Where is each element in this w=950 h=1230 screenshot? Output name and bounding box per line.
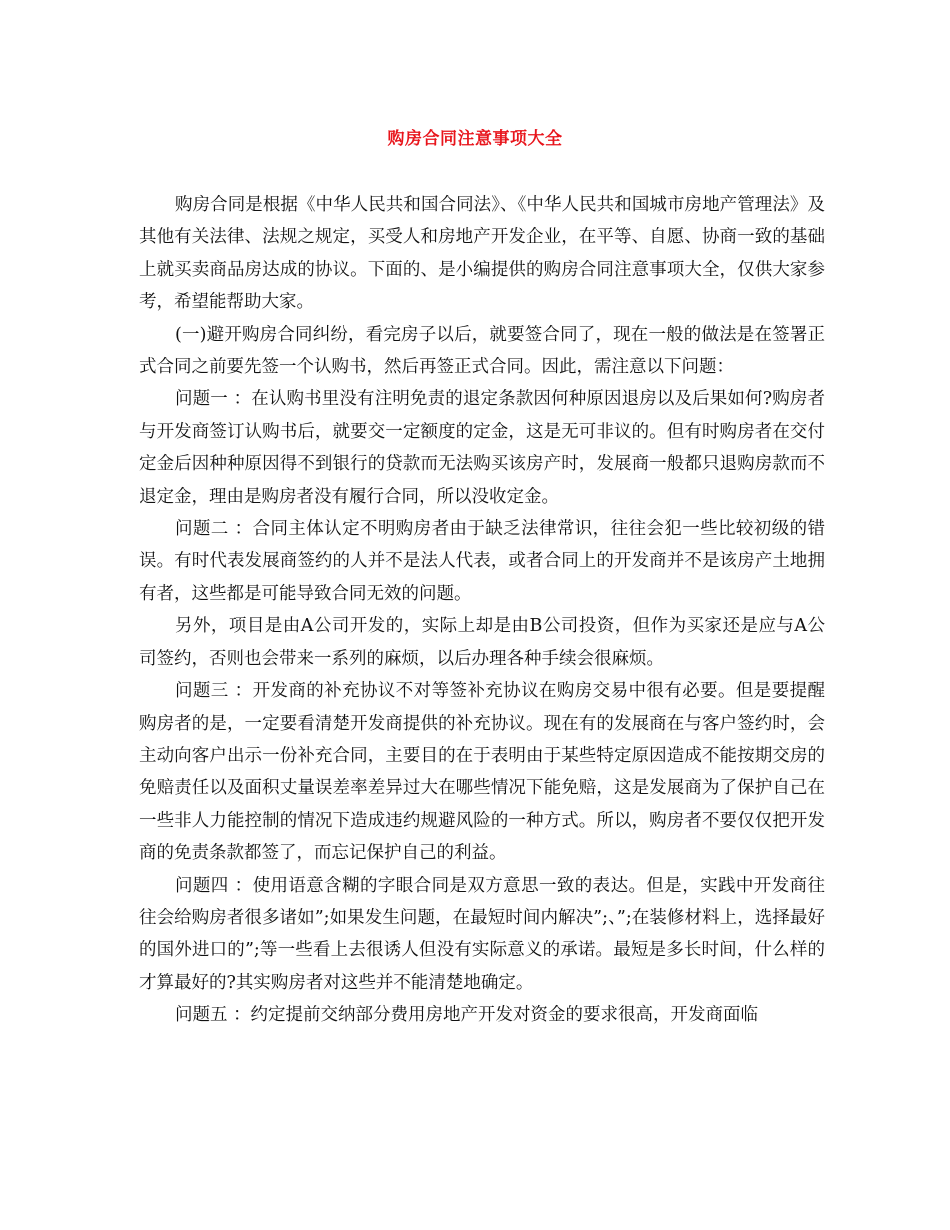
document-body xyxy=(139,189,825,1032)
paragraph-issue-five: 问题五 ：约定提前交纳部分费用房地产开发对资金的要求很高，开发商面临 xyxy=(175,1005,759,1026)
document-title: 购房合同注意事项大全 xyxy=(387,129,563,149)
paragraph-issue-two: 问题二 ：合同主体认定不明购房者由于缺乏法律常识，往往会犯一些比较初级的错误。有时代表发展商签约的人并不是法人代表，或者合同上的开发商并不是该房产土地拥有者，这些都是可能导致合同无效的问题。 xyxy=(139,519,825,604)
paragraph-section-one: (一)避开购房合同纠纷，看完房子以后，就要签合同了，现在一般的做法是在签署正式合同之前要先签一个认购书，然后再签正式合同。因此，需注意以下问题： xyxy=(139,324,825,378)
paragraph-issue-three: 问题三 ：开发商的补充协议不对等签补充协议在购房交易中很有必要。但是要提醒购房者的是，一定要看清楚开发商提供的补充协议。现在有的发展商在与客户签约时，会主动向客户出示一份补充合同，主要目的在于表明由于某些特定原因造成不能按期交房的免赔责任以及面积丈量误差率差异过大在哪些情况下能免赔，这是发展商为了保护自己在一些非人力能控制的情况下造成违约规避风险的一种方式。所以，购房者不要仅仅把开发商的免责条款都签了，而忘记保护自己的利益。 xyxy=(139,681,825,864)
paragraph-intro: 购房合同是根据《中华人民共和国合同法》、《中华人民共和国城市房地产管理法》及其他有关法律、法规之规定，买受人和房地产开发企业，在平等、自愿、协商一致的基础上就买卖商品房达成的协议。下面的、是小编提供的购房合同注意事项大全，仅供大家参考，希望能帮助大家。 xyxy=(139,195,825,313)
paragraph-issue-four: 问题四 ：使用语意含糊的字眼合同是双方意思一致的表达。但是，实践中开发商往往会给购房者很多诸如”;如果发生问题，在最短时间内解决”;、”;在装修材料上，选择最好的国外进口的”;等一些看上去很诱人但没有实际意义的承诺。最短是多长时间，什么样的才算最好的?其实购房者对这些并不能清楚地确定。 xyxy=(139,875,825,993)
paragraph-issue-one: 问题一 ：在认购书里没有注明免责的退定条款因何种原因退房以及后果如何?购房者与开发商签订认购书后，就要交一定额度的定金，这是无可非议的。但有时购房者在交付定金后因种种原因得不到银行的贷款而无法购买该房产时，发展商一般都只退购房款而不退定金，理由是购房者没有履行合同，所以没收定金。 xyxy=(139,389,825,507)
paragraph-issue-two-note: 另外，项目是由A公司开发的，实际上却是由B公司投资，但作为买家还是应与A公司签约，否则也会带来一系列的麻烦，以后办理各种手续会很麻烦。 xyxy=(139,616,825,669)
